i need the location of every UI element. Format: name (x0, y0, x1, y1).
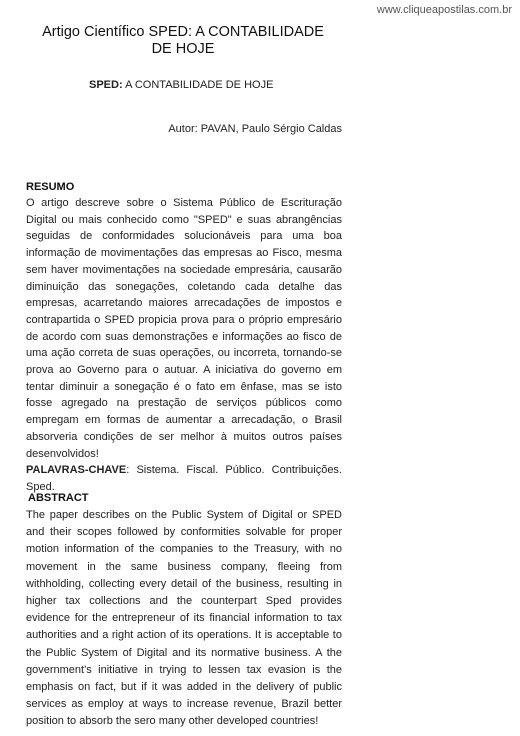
keywords-label: PALAVRAS-CHAVE (26, 464, 127, 477)
page-title-line-1: Artigo Científico SPED: A CONTABILIDADE (42, 24, 324, 40)
author-line: Autor: PAVAN, Paulo Sérgio Caldas (168, 123, 342, 135)
subtitle-rest: A CONTABILIDADE DE HOJE (122, 79, 274, 91)
resumo-text: O artigo descreve sobre o Sistema Público de Escrituração Digital ou mais conhecido como "SPED" e suas abrangências seguidas de conformidades solucionáveis para uma boa informação de movimentações das empresas ao Fisco, mesma sem haver movimentações na sociedade empresária, causarão diminuição das sonegações, coletando cada detalhe das empresas, acarretando maiores arrecadações de impostos e contrapartida o SPED propicia prova para o próprio empresário de acordo com suas demonstrações e informações ao fisco de uma ação correta de suas operações, ou incorreta, tornando-se prova ao Governo para o autuar. A iniciativa do governo em tentar diminuir a sonegação é o fato em ênfase, mas se isto fosse agregado na prestação de serviços públicos como empregam em formas de aumentar a arrecadação, o Brasil absorveria condições de ser melhor à muitos outros países desenvolvidos! (26, 197, 342, 460)
site-url[interactable]: www.cliqueapostilas.com.br (376, 4, 512, 16)
page-title-line-2: DE HOJE (151, 41, 215, 57)
subtitle-bold: SPED: (89, 79, 123, 91)
keywords-text: : Sistema. Fiscal. Público. Contribuições. Sped. (26, 464, 342, 493)
keywords-line (26, 462, 342, 495)
abstract-heading: ABSTRACT (28, 492, 89, 504)
page-title (33, 24, 333, 58)
resumo-heading: RESUMO (26, 181, 75, 193)
abstract-text: The paper describes on the Public System of Digital or SPED and their scopes followed by conformities solvable for proper motion information of the companies to the Treasury, with no movement in the same business company, fleeing from withholding, collecting every detail of the business, resulting in higher tax collections and the counterpart Sped provides evidence for the entrepreneur of its financial information to tax authorities and a right action of its operations. It is acceptable to the Public System of Digital and its normative business. A the government's initiative in trying to lessen tax evasion is the emphasis on fact, but if it was added in the delivery of public services as employ at ways to increase revenue, Brazil better position to absorb the sero many other developed countries! (26, 509, 342, 728)
subtitle (89, 79, 273, 91)
resumo-body (26, 195, 342, 496)
